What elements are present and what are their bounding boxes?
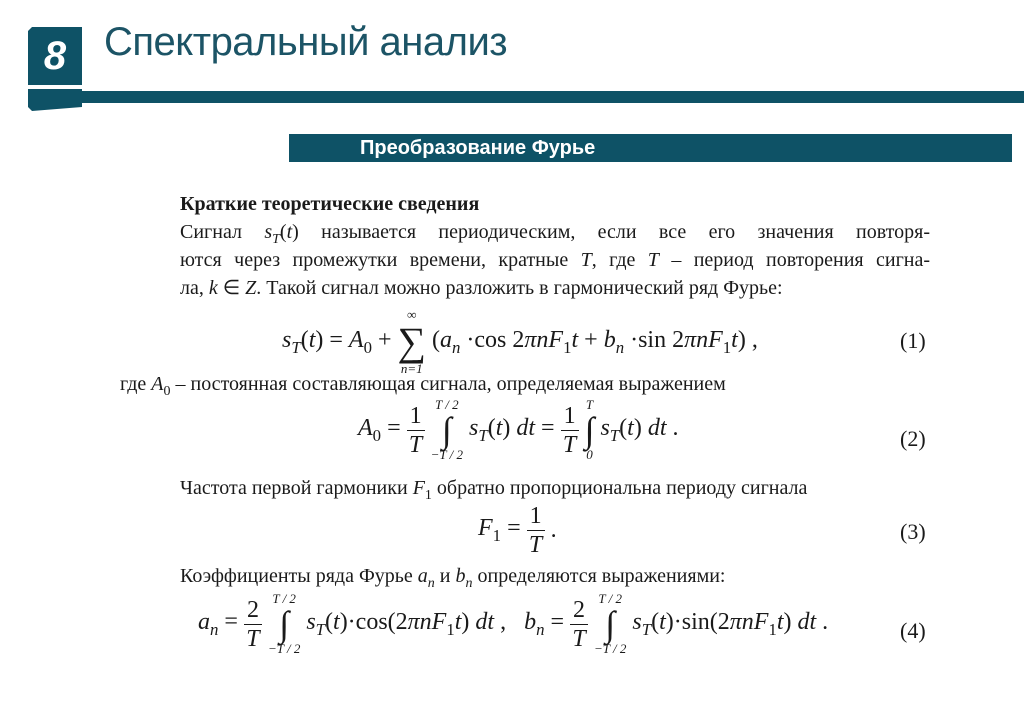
math-inline: $s_T(t)$ <box>264 221 299 247</box>
math-inline: k ∈ Z <box>208 277 257 299</box>
equation-number: (4) <box>900 618 926 643</box>
equation-1: $s_T(t) = A_0$ + ∞ ∑ n=1 ($a_n \cdot\cos$ $2\pi nF_1t + b_n \cdot\sin$ 2πnF$_1$t) , <box>282 307 758 376</box>
math-inline: $A_0$ <box>151 373 171 399</box>
text: Сигнал <box>180 221 242 243</box>
subtitle: Преобразование Фурье <box>360 137 596 159</box>
text: обратно пропорциональна периоду сигнала <box>436 477 808 499</box>
equation-number: (3) <box>900 519 926 544</box>
math-inline: $F_1$ <box>412 477 432 503</box>
section-heading: Краткие теоретические сведения <box>180 193 480 215</box>
text: . Такой сигнал можно разложить в гармонический ряд Фурье: <box>256 277 783 299</box>
math-inline: T <box>580 249 592 271</box>
slide-title: Спектральный анализ <box>104 20 508 64</box>
slide-number: 8 <box>43 34 67 78</box>
equation-3: $F_1$ = $\frac{1}{T}$ . <box>478 503 557 558</box>
text: называется периодическим, если все его значения повторя- <box>321 221 931 243</box>
math-inline: $a_n$ <box>417 565 435 591</box>
paragraph-line <box>180 246 930 274</box>
equation-4: $a_n$ = $\frac{2}{T}$ T / 2 ∫ −T / 2 $s_T(t)\cdot\cos(2\pi nF_1t)$ dt , $b_n$ = $\frac{2}{T}$ T / 2 ∫ −T / 2 $s_T(t)\cdot\sin(2\pi nF_1t)$ dt . <box>198 591 829 656</box>
equation-2: $A_0$ = $\frac{1}{T}$ T / 2 ∫ −T / 2 $s_T(t)$ dt = $\frac{1}{T}$ T ∫ 0 $s_T(t)$ dt . <box>358 397 679 462</box>
text: – постоянная составляющая сигнала, определяемая выражением <box>175 373 726 395</box>
text: ются через промежутки времени, кратные <box>180 249 569 271</box>
text: – период повторения сигна- <box>671 249 931 271</box>
math-inline: $b_n$ <box>455 565 473 591</box>
text: где <box>120 373 147 395</box>
text: определяются выражениями: <box>477 565 726 587</box>
equation-number: (1) <box>900 328 926 353</box>
text: и <box>439 565 451 587</box>
text: ла, <box>180 277 204 299</box>
text: Частота первой гармоники <box>180 477 408 499</box>
text: , где <box>591 249 636 271</box>
header-rule <box>30 91 1024 103</box>
paragraph-line <box>180 274 783 302</box>
math-inline: T <box>647 249 659 271</box>
text: Коэффициенты ряда Фурье <box>180 565 413 587</box>
equation-number: (2) <box>900 426 926 451</box>
